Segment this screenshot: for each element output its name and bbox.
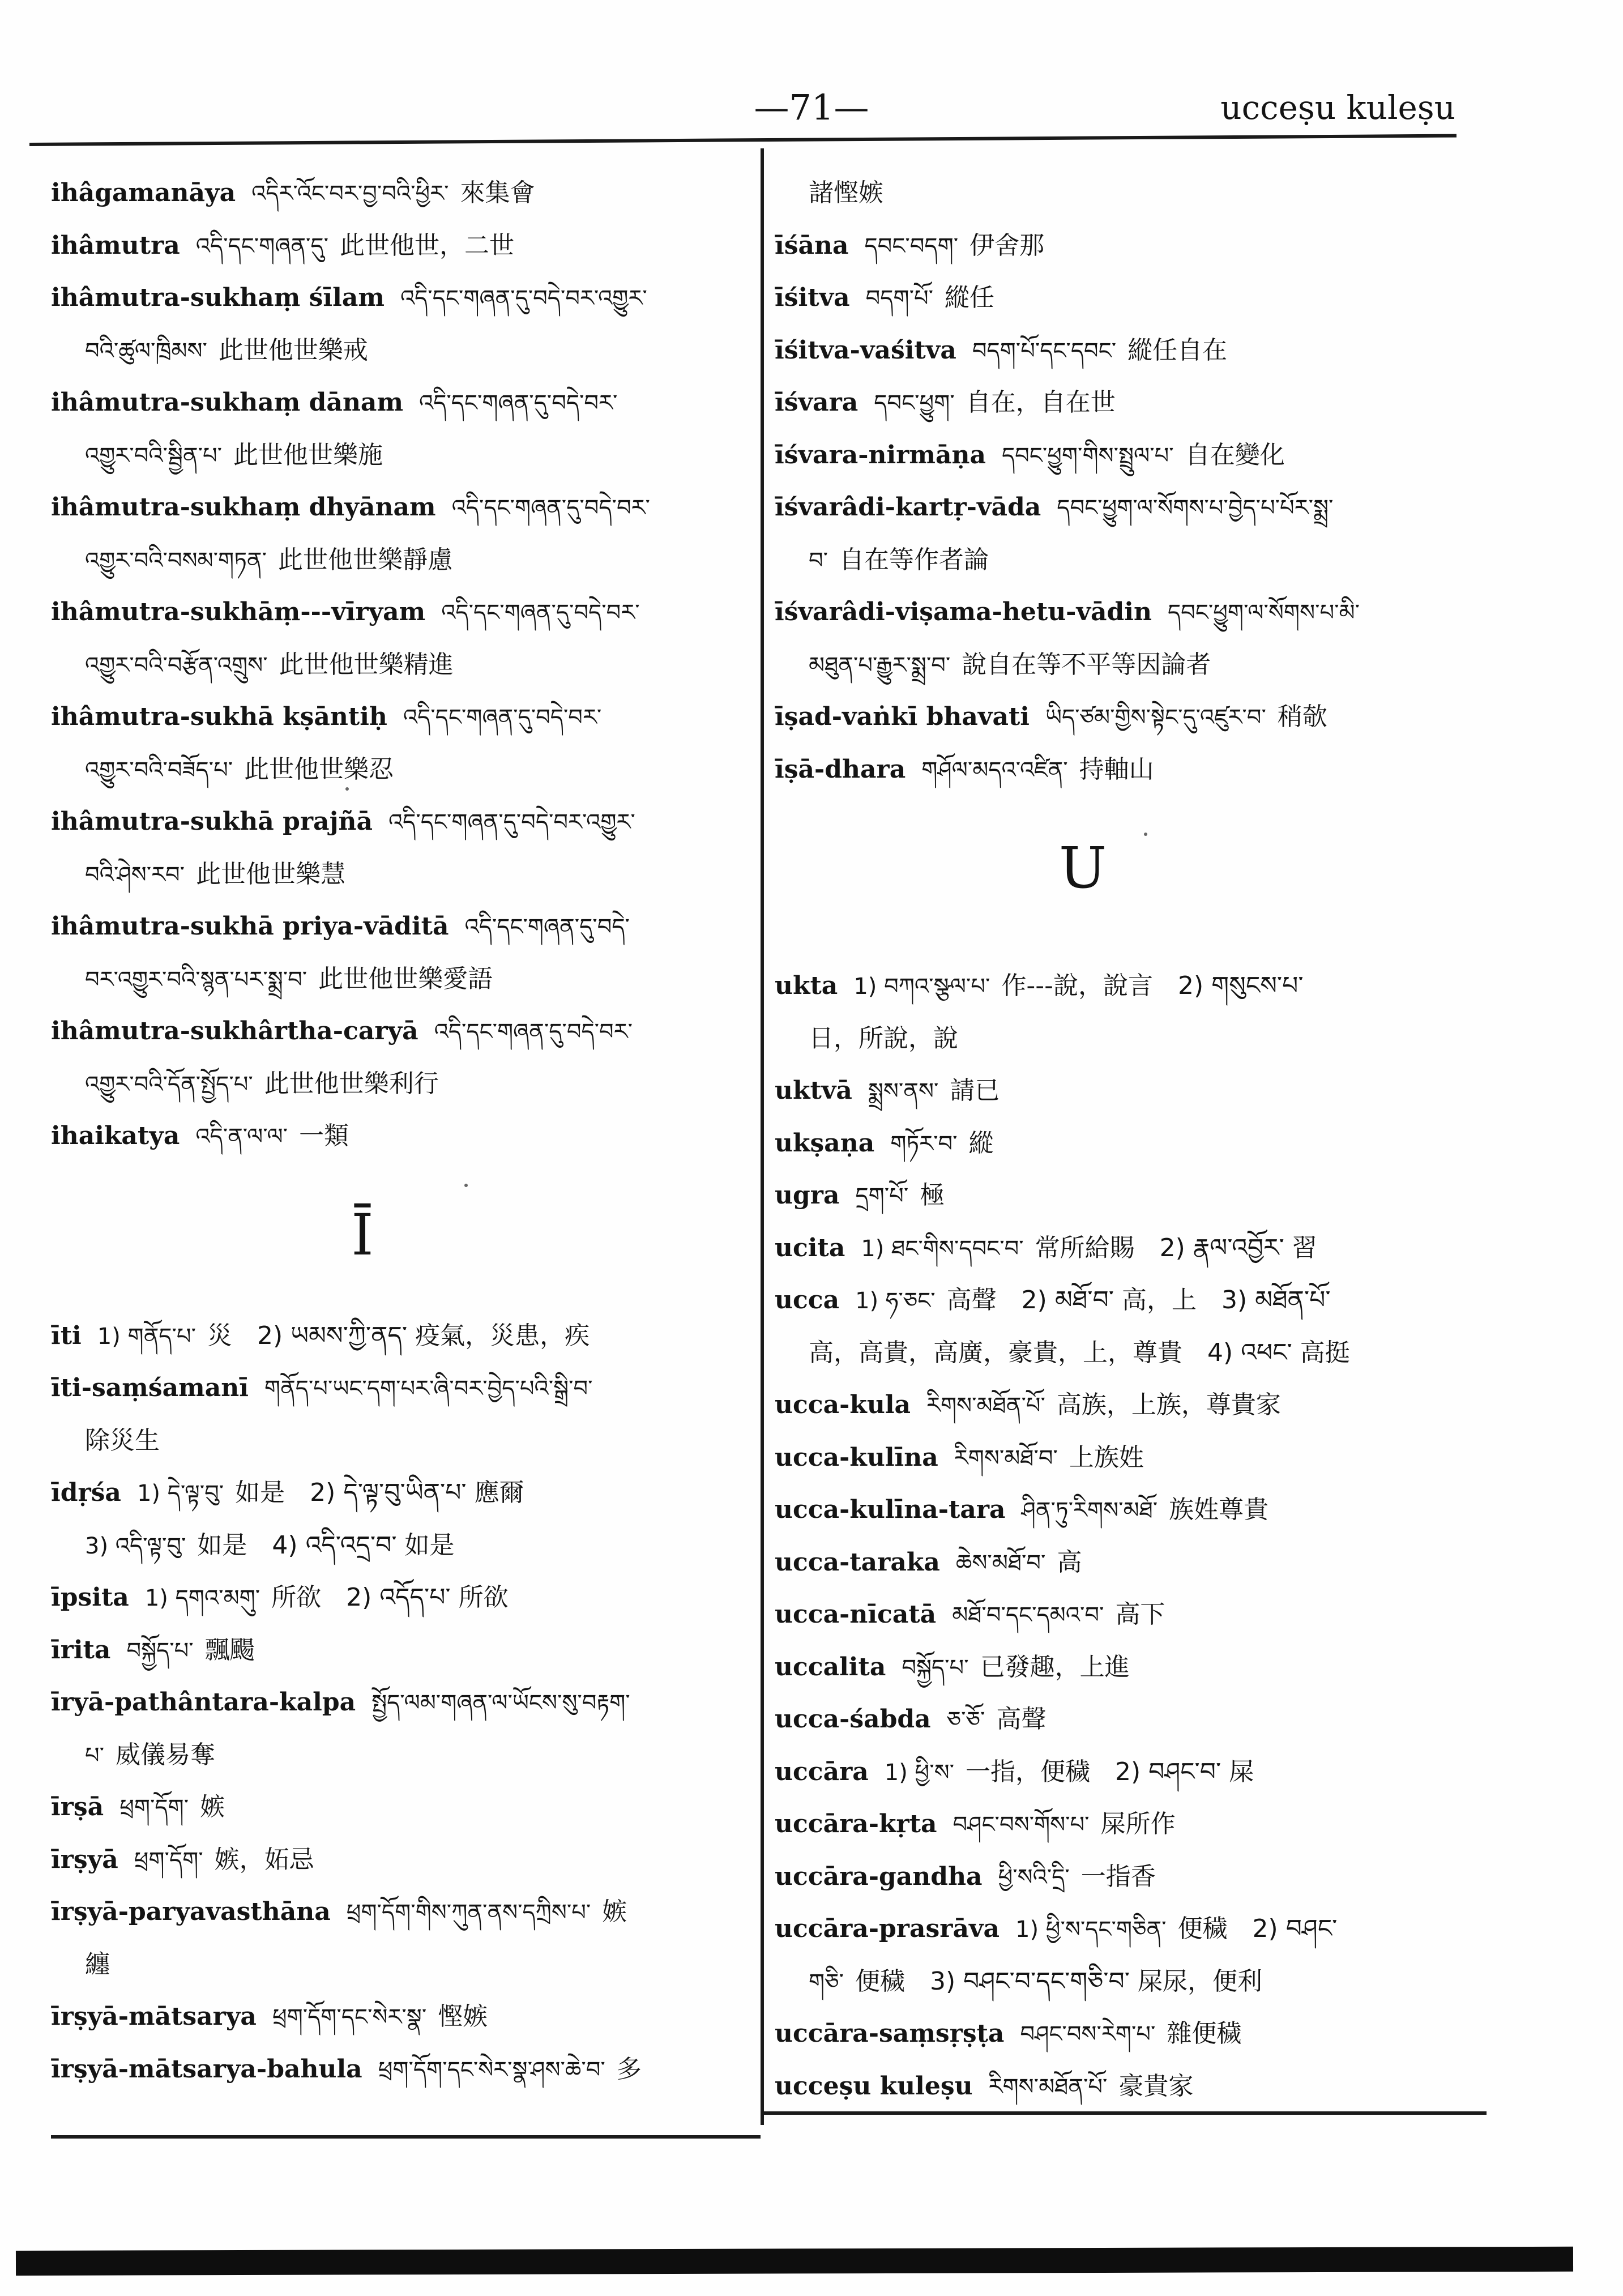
entry-continuation (809, 1020, 958, 1057)
dictionary-entry (51, 1789, 225, 1826)
entry-translation: 慳嫉 (438, 2002, 488, 2031)
dictionary-entry (775, 1386, 1281, 1424)
entry-tibetan: ཕྲག་དོག་དང་སེར་སྣ་ཤས་ཆེ་བ་ (378, 2056, 605, 2083)
entry-tibetan: འགྱུར་བའི་སྦྱིན་པ་ (85, 442, 223, 469)
entry-tibetan: དབང་བདག་ (864, 233, 959, 259)
entry-tibetan: བའི་ཤེས་རབ་ (85, 861, 185, 888)
entry-headword: uccāra-gandha (775, 1862, 983, 1891)
dictionary-entry (775, 1491, 1268, 1529)
dictionary-entry (775, 227, 1044, 264)
entry-headword: īśvarâdi-viṣama-hetu-vādin (775, 598, 1152, 626)
entry-translation: 上族姓 (1069, 1443, 1144, 1472)
dictionary-entry (51, 279, 659, 317)
entry-continuation (85, 332, 368, 369)
entry-headword: īṣā-dhara (775, 754, 906, 784)
dictionary-entry (51, 2051, 642, 2088)
dictionary-entry (51, 1369, 604, 1407)
entry-tibetan: བཤང་བས་རེག་པ་ (1020, 2021, 1156, 2047)
entry-translation: 嫉，妬忌 (214, 1845, 314, 1874)
entry-translation: 如是 4) འདི་འདྲ་བ་ 如是 (197, 1530, 455, 1560)
entry-translation: 極 (920, 1181, 945, 1210)
running-head: ucceṣu kuleṣu (1220, 88, 1455, 127)
entry-headword: ihâmutra-sukhaṃ dānam (51, 388, 403, 417)
entry-translation: 諸慳嫉 (809, 178, 883, 207)
entry-tibetan: ཕྲག་དོག་ (119, 1795, 189, 1821)
entry-translation: 此世他世樂利行 (264, 1069, 439, 1098)
entry-continuation (809, 541, 989, 579)
dictionary-entry (51, 174, 535, 212)
entry-headword: īśitva-vaśitva (775, 335, 956, 365)
entry-translation: 日，所說，說 (809, 1023, 958, 1053)
entry-continuation (85, 856, 345, 893)
entry-headword: uccāra (775, 1757, 869, 1786)
entry-translation: 此世他世樂戒 (218, 335, 368, 365)
dictionary-entry (775, 1701, 1046, 1738)
entry-tibetan: འདི་དང་གཞན་དུ་བདེ་བར་ (403, 705, 602, 731)
entry-translation: 高下 (1115, 1600, 1165, 1629)
entry-headword: ihâmutra-sukhârtha-caryā (51, 1017, 418, 1045)
entry-continuation (85, 541, 452, 579)
dictionary-entry (775, 437, 1285, 474)
entry-translation: 豪貴家 (1118, 2071, 1194, 2101)
entry-tibetan: སྨྲས་ནས་ (868, 1078, 939, 1104)
entry-translation: 如是 2) དེ་ལྟ་བུ་ཡིན་པ་ 應爾 (235, 1478, 524, 1507)
entry-tibetan: བདག་པོ་ (865, 285, 934, 311)
entry-headword: īpsita (51, 1583, 129, 1612)
scan-edge-bar (16, 2247, 1573, 2276)
entry-headword: īrṣyā-mātsarya-bahula (51, 2054, 362, 2084)
entry-translation: 自在變化 (1185, 440, 1285, 470)
entry-continuation (85, 751, 394, 788)
entry-headword: ihâmutra-sukhā priya-vāditā (51, 912, 449, 941)
entry-tibetan: འདི་དང་གཞན་དུ་བདེ་བར་ (419, 390, 618, 416)
entry-tibetan: དྲག་པོ་ (855, 1183, 909, 1209)
entry-headword: ucca (775, 1286, 840, 1315)
dictionary-entry (775, 279, 994, 317)
entry-translation: 災 2) ཡམས་ཀྱི་ནད་ 疫氣，災患，疾 (207, 1321, 590, 1350)
entry-translation: 此世他世樂愛語 (318, 964, 493, 993)
entry-headword: ucita (775, 1233, 845, 1262)
entry-tibetan: འདི་དང་གཞན་དུ་བདེ་བར་ (451, 495, 650, 521)
dictionary-entry (775, 1858, 1156, 1896)
entry-translation: 威儀易奪 (116, 1740, 216, 1769)
entry-headword: īrṣyā-paryavasthāna (51, 1897, 331, 1926)
entry-tibetan: འགྱུར་བའི་དོན་སྤྱོད་པ་ (85, 1071, 253, 1098)
entry-tibetan: འགྱུར་བའི་བརྩོན་འགྲུས་ (85, 652, 268, 678)
dictionary-entry (51, 1579, 509, 1616)
entry-tibetan: བར་འགྱུར་བའི་སྙན་པར་སྨྲ་བ་ (85, 966, 307, 993)
entry-headword: uccāra-kṛta (775, 1810, 937, 1838)
entry-tibetan: 1) དེ་ལྟ་བུ་ (136, 1480, 224, 1507)
entry-continuation (809, 1334, 1350, 1372)
entry-tibetan: ཆེས་མཐོ་བ་ (955, 1550, 1046, 1576)
entry-translation: 縱任 (945, 283, 995, 312)
entry-tibetan: 1) དགའ་མགུ་ (144, 1585, 260, 1611)
dictionary-entry (51, 1632, 255, 1669)
entry-continuation (85, 1527, 455, 1564)
entry-tibetan: 1) གནོད་པ་ (97, 1323, 196, 1350)
entry-tibetan: 1) ཐང་གིས་དབང་བ་ (861, 1235, 1024, 1262)
entry-headword: ukta (775, 971, 838, 1000)
entry-translation: 已發趣，上進 (980, 1652, 1130, 1682)
entry-tibetan: གནོད་པ་ཡང་དག་པར་ཞི་བར་བྱེད་པའི་སྒྲི་བ་ (264, 1376, 593, 1402)
entry-translation: 伊舍那 (969, 231, 1045, 260)
entry-tibetan: གཏོར་བ་ (890, 1130, 958, 1157)
entry-translation: 多 (616, 2054, 642, 2084)
entry-translation: 便穢 2) བཤང་ (1177, 1914, 1338, 1943)
dictionary-entry (51, 1013, 644, 1050)
entry-headword: īrita (51, 1635, 111, 1665)
entry-tibetan: འདི་དང་གཞན་དུ་བདེ་བར་འགྱུར་ (388, 809, 635, 835)
dictionary-entry (51, 594, 651, 631)
entry-headword: īśitva (775, 283, 850, 312)
dictionary-entry (775, 2015, 1241, 2052)
dictionary-entry (51, 1317, 590, 1355)
scan-speck (464, 1184, 468, 1187)
entry-tibetan: དབང་ཕྱུག་ལ་སོགས་པ་བྱེད་པ་པོར་སྨྲ་ (1057, 495, 1334, 521)
entry-headword: ihâmutra-sukhaṃ śīlam (51, 283, 385, 312)
entry-tibetan: དབང་ཕྱུག་ (874, 390, 955, 416)
entry-headword: ukṣaṇa (775, 1128, 875, 1158)
entry-tibetan: བ་ (809, 547, 828, 574)
entry-continuation (85, 1065, 439, 1103)
entry-translation: 嫉 (602, 1897, 627, 1926)
entry-tibetan: 3) འདི་ལྟ་བུ་ (85, 1533, 186, 1559)
entry-tibetan: ཤིན་ཏུ་རིགས་མཐོ་ (1021, 1497, 1158, 1523)
entry-translation: 除災生 (85, 1426, 160, 1455)
entry-translation: 此世他世樂靜慮 (278, 545, 452, 574)
entry-tibetan: འདི་དང་གཞན་དུ་བདེ་ (464, 914, 630, 940)
dictionary-entry (775, 2068, 1193, 2105)
entry-tibetan: 1) ཧ་ཅང་ (855, 1288, 936, 1314)
dictionary-entry (775, 1544, 1082, 1581)
entry-tibetan: འགྱུར་བའི་བསམ་གཏན་ (85, 547, 267, 574)
entry-continuation (85, 646, 454, 684)
entry-translation: 一指，便穢 2) བཤང་བ་ 屎 (966, 1757, 1254, 1786)
entry-headword: ihâmutra (51, 231, 180, 260)
entry-translation: 高族，上族，尊貴家 (1056, 1390, 1281, 1419)
dictionary-entry (775, 1596, 1165, 1633)
entry-headword: īśāna (775, 231, 849, 260)
entry-headword: uccāra-saṃsṛṣṭa (775, 2019, 1005, 2048)
entry-headword: ucca-kula (775, 1390, 911, 1419)
dictionary-entry (51, 698, 613, 736)
entry-headword: ucca-taraka (775, 1547, 940, 1577)
entry-tibetan: རིགས་མཐོ་བ་ (954, 1445, 1058, 1471)
entry-headword: ihaikatya (51, 1121, 180, 1150)
entry-translation: 稍欹 (1277, 702, 1327, 731)
entry-translation: 此世他世樂慧 (196, 859, 346, 889)
dictionary-entry (775, 1649, 1130, 1686)
entry-translation: 持軸山 (1079, 754, 1154, 784)
entry-translation: 便穢 3) བཤང་བ་དང་གཅི་བ་ 屎尿，便利 (855, 1966, 1262, 1996)
entry-headword: uccāra-prasrāva (775, 1914, 1000, 1943)
entry-headword: īrṣyā (51, 1845, 118, 1874)
dictionary-entry (775, 384, 1116, 421)
entry-headword: īti (51, 1321, 82, 1350)
entry-tibetan: 1) ཕྱི་ས་ (884, 1759, 954, 1786)
entry-tibetan: གཤོལ་མདའ་འཛིན་ (921, 757, 1068, 783)
entry-translation: 自在，自在世 (966, 388, 1116, 417)
section-heading: Ī (351, 1201, 374, 1268)
entry-tibetan: སྤྱོད་ལམ་གཞན་ལ་ཡོངས་སུ་བརྟག་ (371, 1690, 630, 1716)
page-number: —71— (754, 87, 869, 128)
dictionary-entry (51, 227, 514, 264)
entry-translation: 一指香 (1080, 1862, 1156, 1891)
entry-tibetan: ཅ་ཅོ་ (946, 1707, 985, 1733)
dictionary-entry (775, 1282, 1331, 1319)
entry-headword: uccalita (775, 1652, 886, 1682)
entry-tibetan: དབང་ཕྱུག་གིས་སྤྲུལ་པ་ (1001, 442, 1174, 469)
entry-tibetan: ཕྲག་དོག་ (134, 1847, 203, 1873)
dictionary-entry (51, 1841, 314, 1879)
entry-tibetan: ཡིད་ཙམ་གྱིས་སྟེང་དུ་འཛུར་བ་ (1045, 705, 1266, 731)
entry-headword: ucca-kulīna (775, 1443, 938, 1472)
entry-headword: īrṣyā-mātsarya (51, 2002, 257, 2031)
entry-tibetan: པ་ (85, 1742, 105, 1769)
dictionary-entry (809, 174, 883, 212)
entry-translation: 縱 (968, 1128, 994, 1158)
entry-translation: 高 (1057, 1547, 1082, 1577)
entry-headword: ihâmutra-sukhāṃ---vīryam (51, 598, 426, 626)
dictionary-entry (51, 908, 641, 945)
entry-translation: 作---說，說言 2) གསུངས་པ་ (1001, 971, 1304, 1000)
entry-translation: 高聲 2) མཐོ་བ་ 高，上 3) མཐོན་པོ་ (946, 1286, 1331, 1315)
entry-tibetan: བསྐྱོད་པ་ (126, 1637, 194, 1664)
entry-headword: īdṛśa (51, 1478, 121, 1507)
entry-translation: 此世他世樂精進 (279, 650, 454, 679)
dictionary-entry (775, 751, 1154, 788)
entry-tibetan: ཕྱི་སའི་དྲི་ (998, 1864, 1070, 1890)
entry-translation: 常所給賜 2) རྣལ་འབྱོར་ 習 (1035, 1233, 1317, 1262)
entry-headword: ihâgamanāya (51, 178, 236, 207)
entry-tibetan: དབང་ཕྱུག་ལ་སོགས་པ་མི་ (1168, 600, 1360, 626)
dictionary-entry (775, 1806, 1176, 1843)
entry-translation: 一類 (299, 1121, 349, 1150)
entry-tibetan: འདི་དང་གཞན་དུ་བདེ་བར་ (441, 600, 640, 626)
top-rule (29, 134, 1457, 146)
dictionary-entry (775, 1125, 994, 1162)
dictionary-entry (51, 384, 629, 421)
entry-tibetan: འདི་དང་གཞན་དུ་བདེ་བར་ (434, 1019, 633, 1045)
entry-tibetan: མཐོ་བ་དང་དམའ་བ་ (952, 1602, 1104, 1628)
dictionary-entry (775, 698, 1327, 736)
entry-headword: īrṣā (51, 1793, 104, 1821)
dictionary-entry (51, 1893, 627, 1931)
entry-translation: 纏 (85, 1949, 110, 1979)
dictionary-entry (775, 332, 1227, 369)
entry-continuation (809, 646, 1211, 684)
dictionary-entry (51, 803, 647, 840)
dictionary-entry (51, 489, 661, 526)
entry-headword: īṣad-vaṅkī bhavati (775, 702, 1030, 731)
dictionary-entry (775, 1753, 1254, 1791)
entry-tibetan: 1) བཀའ་སྩལ་པ་ (853, 974, 990, 1000)
entry-tibetan: འགྱུར་བའི་བཟོད་པ་ (85, 757, 233, 783)
entry-tibetan: ཕྲག་དོག་གིས་ཀུན་ནས་དཀྲིས་པ་ (346, 1900, 591, 1926)
scan-speck (1144, 833, 1147, 836)
dictionary-entry (775, 1072, 1000, 1109)
bottom-rule-left (51, 2135, 761, 2139)
dictionary-entry (775, 1230, 1317, 1267)
entry-translation: 高，高貴，高廣，豪貴，上，尊貴 4) འཕང་ 高挺 (809, 1338, 1350, 1367)
entry-translation: 高聲 (996, 1705, 1047, 1734)
entry-headword: ihâmutra-sukhā prajñā (51, 807, 373, 836)
entry-tibetan: འདི་དང་གཞན་དུ་ (195, 233, 328, 259)
entry-continuation (85, 437, 383, 474)
entry-headword: īśvarâdi-kartṛ-vāda (775, 493, 1041, 522)
entry-headword: uktvā (775, 1076, 852, 1105)
dictionary-entry (775, 489, 1344, 526)
dictionary-entry (775, 967, 1304, 1005)
entry-tibetan: འདི་ན་ལ་ལ་ (195, 1124, 288, 1150)
entry-tibetan: བདག་པོ་དང་དབང་ (972, 338, 1117, 364)
entry-translation: 來集會 (460, 178, 535, 207)
dictionary-entry (51, 1998, 488, 2035)
dictionary-entry (775, 1910, 1337, 1948)
entry-translation: 雜便穢 (1167, 2019, 1242, 2048)
entry-tibetan: མཐུན་པ་རྒྱུར་སྨྲ་བ་ (809, 652, 951, 678)
column-divider (761, 148, 764, 2125)
entry-tibetan: རིགས་མཐོན་པོ་ (988, 2073, 1108, 2100)
entry-translation: 此世他世，二世 (339, 231, 514, 260)
entry-translation: 飄颺 (204, 1635, 255, 1665)
entry-tibetan: བསྐྱོད་པ་ (902, 1654, 969, 1681)
entry-continuation (85, 1736, 215, 1774)
entry-tibetan: གཅི་ (809, 1969, 844, 1995)
entry-headword: ucca-kulīna-tara (775, 1495, 1006, 1524)
entry-tibetan: ཕྲག་དོག་དང་སེར་སྣ་ (272, 2004, 427, 2030)
entry-headword: ucca-śabda (775, 1705, 931, 1734)
entry-headword: ucceṣu kuleṣu (775, 2071, 973, 2101)
entry-headword: īti-saṃśamanī (51, 1373, 249, 1402)
entry-tibetan: བའི་ཚུལ་ཁྲིམས་ (85, 338, 207, 364)
entry-continuation (809, 1963, 1262, 2000)
dictionary-entry (775, 1177, 945, 1214)
entry-tibetan: འདི་དང་གཞན་དུ་བདེ་བར་འགྱུར་ (400, 285, 647, 311)
bottom-rule-right (764, 2111, 1487, 2115)
entry-tibetan: བཤང་བས་གོས་པ་ (953, 1812, 1090, 1838)
entry-headword: īśvara-nirmāṇa (775, 440, 986, 470)
section-heading: U (1058, 835, 1107, 901)
entry-translation: 此世他世樂施 (233, 440, 383, 470)
dictionary-entry (775, 594, 1371, 631)
entry-translation: 說自在等不平等因論者 (962, 650, 1211, 679)
entry-headword: ugra (775, 1181, 840, 1210)
entry-translation: 所欲 2) འདོད་པ་ 所欲 (271, 1583, 509, 1612)
entry-translation: 縱任自在 (1127, 335, 1228, 365)
dictionary-entry (51, 1684, 642, 1721)
entry-tibetan: འདིར་འོང་བར་བྱ་བའི་ཕྱིར་ (251, 181, 449, 207)
dictionary-entry (51, 1474, 524, 1512)
entry-headword: ihâmutra-sukhā kṣāntiḥ (51, 702, 387, 731)
entry-translation: 嫉 (200, 1793, 225, 1821)
entry-translation: 屎所作 (1100, 1810, 1176, 1838)
entry-headword: īśvara (775, 388, 859, 417)
entry-headword: ihâmutra-sukhaṃ dhyānam (51, 493, 436, 522)
entry-translation: 自在等作者論 (839, 545, 989, 574)
entry-continuation (85, 1946, 110, 1983)
entry-tibetan: རིགས་མཐོན་པོ་ (926, 1393, 1045, 1419)
dictionary-entry (51, 1117, 349, 1155)
dictionary-entry (775, 1439, 1144, 1476)
entry-tibetan: 1) ཕྱི་ས་དང་གཅིན་ (1015, 1917, 1167, 1943)
entry-continuation (85, 961, 493, 998)
entry-translation: 此世他世樂忍 (244, 754, 394, 784)
entry-headword: ucca-nīcatā (775, 1600, 937, 1629)
entry-continuation (85, 1422, 160, 1459)
entry-headword: īryā-pathântara-kalpa (51, 1688, 356, 1717)
entry-translation: 族姓尊貴 (1169, 1495, 1269, 1524)
entry-translation: 請已 (950, 1076, 1000, 1105)
